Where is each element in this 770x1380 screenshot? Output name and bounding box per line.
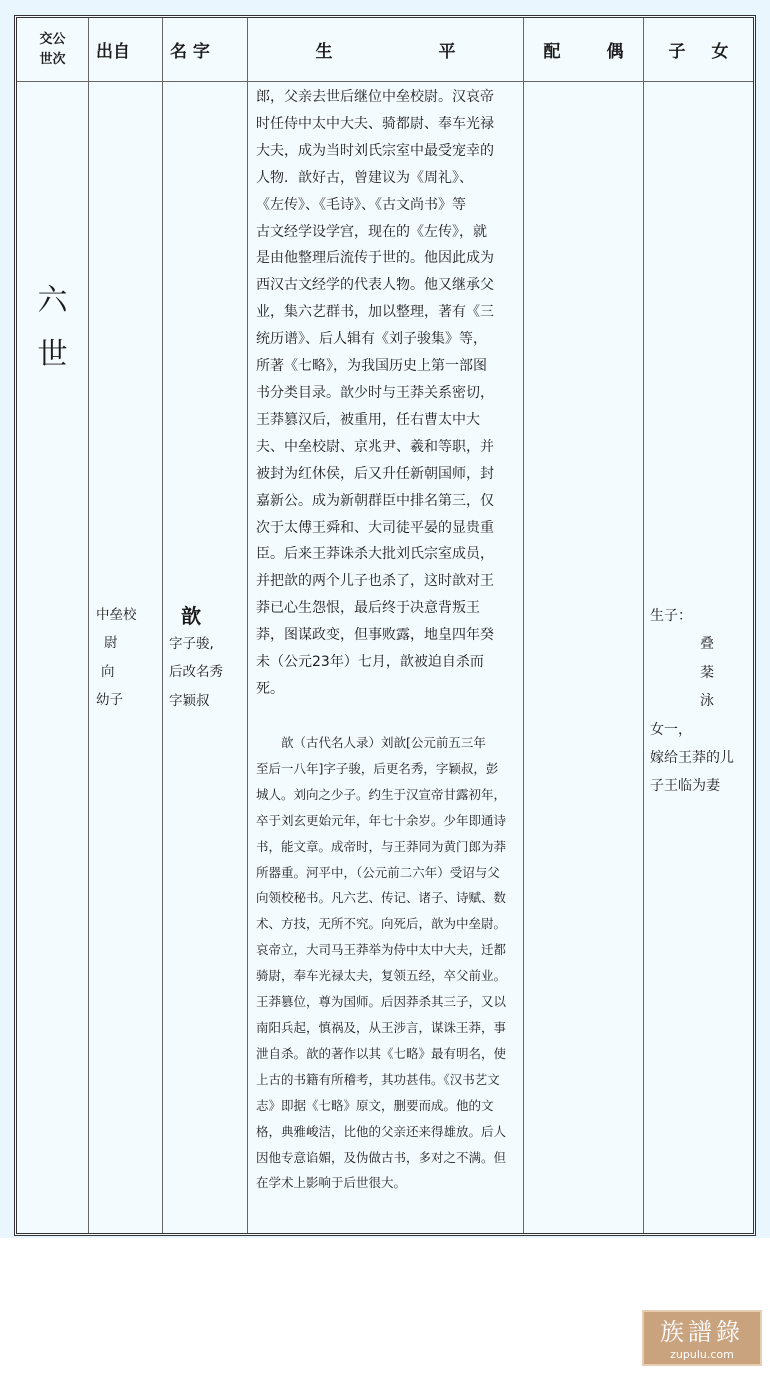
header-children: 子 女 bbox=[668, 42, 729, 62]
biography-line: 时任侍中太中大夫、骑都尉、奉车光禄 bbox=[256, 115, 494, 132]
son-name: 泳 bbox=[700, 693, 714, 710]
biography-main bbox=[256, 84, 520, 703]
quote-line: 卒于刘玄更始元年，年七十余岁。少年即通诗 bbox=[256, 812, 507, 828]
genealogy-table bbox=[14, 15, 756, 1236]
quote-line: 术、方技，无所不究。向死后，歆为中垒尉。 bbox=[256, 916, 507, 932]
biography-line: 业，集六艺群书，加以整理，著有《三 bbox=[256, 304, 494, 321]
quote-line: 泄自杀。歆的著作以其《七略》最有明名，使 bbox=[256, 1045, 507, 1061]
biography-line: 书分类目录。歆少时与王莽关系密切， bbox=[256, 384, 494, 401]
origin-line: 中垒校 bbox=[96, 607, 137, 623]
son-name: 棻 bbox=[700, 664, 714, 681]
name-main: 歆 bbox=[181, 604, 201, 628]
biography-line: 统历谱》、后人辑有《刘子骏集》等， bbox=[256, 331, 487, 348]
header-divider bbox=[17, 81, 753, 82]
column-divider bbox=[162, 18, 163, 1233]
quote-line: 南阳兵起，慎祸及，从王涉言，谋诛王莽，事 bbox=[256, 1019, 507, 1035]
quote-line: 格，典雅峻洁，比他的父亲还来得雄放。后人 bbox=[256, 1123, 507, 1139]
quote-line: 书，能文章。成帝时，与王莽同为黄门郎为莽 bbox=[256, 838, 507, 854]
origin-line: 幼子 bbox=[96, 692, 123, 709]
children-cell bbox=[650, 602, 754, 801]
daughter-line: 女一， bbox=[650, 721, 692, 738]
biography-line: 王莽篡汉后，被重用，任右曹太中大 bbox=[256, 411, 480, 428]
header-name: 名 字 bbox=[170, 42, 210, 62]
column-divider bbox=[88, 18, 89, 1233]
biography-line: 莽，图谋政变，但事败露，地皇四年癸 bbox=[256, 627, 494, 644]
column-divider bbox=[523, 18, 524, 1233]
son-name: 叠 bbox=[700, 636, 714, 653]
quote-line: 歆（古代名人录）刘歆[公元前五三年 bbox=[256, 735, 486, 750]
daughter-line: 子王临为妻 bbox=[650, 778, 720, 795]
biography-line: 夫、中垒校尉、京兆尹、羲和等职，并 bbox=[256, 438, 494, 455]
name-line: 字子骏, bbox=[169, 636, 214, 652]
name-line: 后改名秀 bbox=[169, 664, 223, 681]
header-generation bbox=[17, 18, 88, 81]
biography-line: 莽已心生怨恨，最后终于决意背叛王 bbox=[256, 600, 480, 617]
daughter-line: 嫁给王莽的儿 bbox=[650, 750, 734, 767]
origin-cell bbox=[96, 601, 158, 715]
header-biography: 生 平 bbox=[315, 42, 456, 62]
column-divider bbox=[643, 18, 644, 1233]
quote-line: 骑尉，奉车光禄太夫，复领五经，卒父前业。 bbox=[256, 968, 507, 984]
quote-line: 王莽篡位，尊为国师。后因莽杀其三子，又以 bbox=[256, 994, 507, 1010]
biography-line: 郎，父亲去世后继位中垒校尉。汉哀帝 bbox=[256, 89, 494, 105]
watermark-text: 族譜錄 bbox=[660, 1318, 744, 1346]
biography-line: 臣。后来王莽诛杀大批刘氏宗室成员， bbox=[256, 546, 494, 563]
quote-line: 在学术上影响于后世很大。 bbox=[256, 1175, 407, 1191]
quote-line: 至后一八年]字子骏，后更名秀，字颖叔，彭 bbox=[256, 760, 499, 776]
biography-line: 被封为红休侯，后又升任新朝国师，封 bbox=[256, 465, 494, 482]
biography-line: 嘉新公。成为新朝群臣中排名第三，仅 bbox=[256, 492, 494, 509]
biography-line: 大夫，成为当时刘氏宗室中最受宠幸的 bbox=[256, 142, 494, 159]
biography-line: 是由他整理后流传于世的。他因此成为 bbox=[256, 250, 494, 267]
name-line: 字颖叔 bbox=[169, 692, 210, 709]
origin-line: 向 bbox=[101, 663, 115, 680]
biography-line: 死。 bbox=[256, 680, 284, 697]
quote-line: 向领校秘书。凡六艺、传记、诸子、诗赋、数 bbox=[256, 890, 507, 906]
biography-line: 《左传》、《毛诗》、《古文尚书》等 bbox=[256, 196, 466, 213]
generation-value bbox=[17, 274, 88, 382]
quote-line: 哀帝立，大司马王莽举为侍中太中大夫，迁都 bbox=[256, 942, 507, 958]
biography-line: 所著《七略》，为我国历史上第一部图 bbox=[256, 358, 487, 375]
biography-line: 次于太傅王舜和、大司徒平晏的显贵重 bbox=[256, 519, 494, 536]
biography-line: 人物．歆好古，曾建议为《周礼》、 bbox=[256, 169, 473, 186]
column-divider bbox=[247, 18, 248, 1233]
header-origin: 出自 bbox=[96, 42, 130, 62]
origin-line: 尉 bbox=[104, 635, 118, 652]
children-label: 生子： bbox=[650, 608, 692, 624]
biography-line: 未（公元23年）七月，歆被迫自杀而 bbox=[256, 654, 484, 671]
zupulu-watermark-logo bbox=[642, 1310, 762, 1366]
quote-line: 上古的书籍有所稽考，其功甚伟。《汉书艺文 bbox=[256, 1071, 500, 1087]
generation-char: 世 bbox=[37, 337, 68, 372]
biography-line: 西汉古文经学的代表人物。他又继承父 bbox=[256, 277, 494, 294]
biography-quote bbox=[256, 730, 520, 1196]
biography-line: 并把歆的两个儿子也杀了，这时歆对王 bbox=[256, 573, 494, 590]
quote-line: 志》即据《七略》原文，删要而成。他的文 bbox=[256, 1097, 494, 1113]
biography-line: 古文经学设学宫，现在的《左传》，就 bbox=[256, 223, 487, 240]
name-cell bbox=[169, 602, 245, 715]
header-spouse: 配 偶 bbox=[543, 42, 624, 62]
generation-char: 六 bbox=[37, 283, 68, 318]
header-generation-line1: 交公 bbox=[39, 31, 66, 47]
quote-line: 城人。刘向之少子。约生于汉宣帝甘露初年， bbox=[256, 786, 507, 802]
watermark-url: zupulu.com bbox=[670, 1348, 734, 1361]
quote-line: 所器重。河平中，（公元前二六年）受诏与父 bbox=[256, 864, 500, 880]
header-generation-line2: 世次 bbox=[39, 51, 66, 67]
quote-line: 因他专意谄媚，及伪做古书，多对之不满。但 bbox=[256, 1149, 507, 1165]
